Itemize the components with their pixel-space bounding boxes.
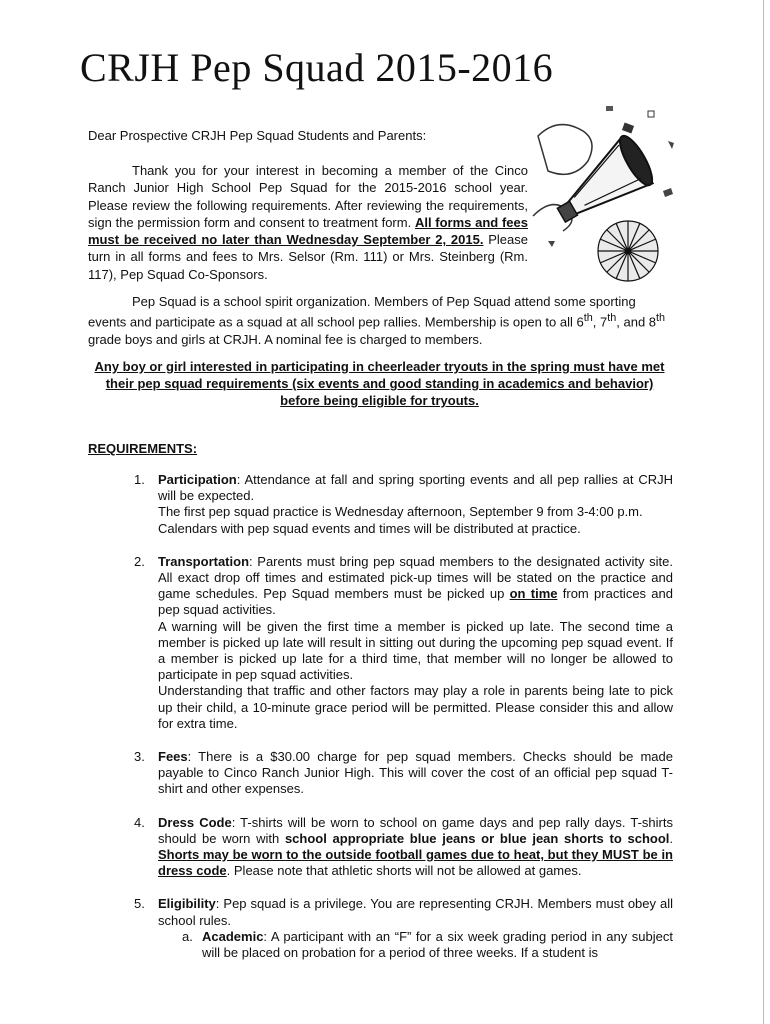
- requirement-text: The first pep squad practice is Wednesday afternoon, September 9 from 3-4:00 p.m.: [158, 504, 643, 520]
- requirement-text: : Parents must bring pep squad members to the designated activity site. All exact drop off times and estimated pick-up times will be stated on the practice and game schedules. Pep Squad members must be picked up: [158, 553, 673, 602]
- requirement-label: Participation: [158, 472, 237, 487]
- requirement-label: Dress Code: [158, 814, 232, 830]
- requirement-label: Fees: [158, 749, 188, 765]
- page-title: CRJH Pep Squad 2015-2016: [80, 45, 554, 90]
- requirement-fees: [88, 749, 673, 798]
- membership-text-3: , and 8: [616, 314, 657, 330]
- requirement-transportation: [88, 554, 673, 732]
- emphasis-text: on time: [509, 586, 558, 602]
- requirement-text: Calendars with pep squad events and times will be distributed at practice.: [158, 520, 581, 536]
- ordinal-sup-1: th: [583, 312, 593, 325]
- membership-paragraph: [88, 293, 671, 348]
- bold-text: school appropriate blue jeans or blue jean shorts to school: [284, 830, 670, 846]
- requirements-list: [88, 472, 673, 978]
- membership-text-2: , 7: [592, 314, 608, 330]
- page-edge-line: [763, 0, 764, 1024]
- requirement-text: : T-shirts will be worn to school on game days and pep rally days. T-shirts should be worn with: [158, 814, 673, 846]
- requirement-label: Transportation: [158, 553, 250, 569]
- intro-text-1: Thank you for your interest in becoming a member of the Cinco Ranch Junior High School Pep Squad for the 2015-2016 school year. Please review the following requirements. After reviewing the requirements, sign the permission form and consent to treatment form.: [88, 163, 528, 230]
- membership-text-1: Pep Squad is a school spirit organization. Members of Pep Squad attend some sporting events and participate as a squad at all school pep rallies. Membership is open to all 6: [88, 294, 636, 330]
- deadline-notice: All forms and fees must be received no later than Wednesday September 2, 2015.: [88, 214, 528, 248]
- list-letter: a.: [182, 928, 193, 944]
- requirement-text: . Please note that athletic shorts will not be allowed at games.: [226, 863, 582, 879]
- list-number: 1.: [134, 472, 145, 487]
- requirement-text: : A participant with an “F” for a six week grading period in any subject will be placed on probation for a period of three weeks. If a student is: [202, 928, 673, 961]
- requirement-label: Academic: [202, 928, 264, 944]
- intro-paragraph: [88, 162, 528, 283]
- list-number: 2.: [134, 553, 145, 569]
- requirement-text: from practices and pep squad activities.: [158, 586, 673, 618]
- requirement-text: : There is a $30.00 charge for pep squad members. Checks should be made payable to Cinco Ranch Junior High. This will cover the cost of an official pep squad T-shirt and other expenses.: [158, 749, 673, 797]
- list-number: 3.: [134, 749, 145, 765]
- list-number: 5.: [134, 896, 145, 912]
- sub-requirement-academic: [158, 929, 673, 961]
- requirement-text: A warning will be given the first time a member is picked up late. The second time a member is picked up late will result in sitting out during the upcoming pep squad event. If a member is picked up late for a third time, that member will no longer be allowed to participate in pep squad activities.: [158, 618, 673, 683]
- requirement-participation: [88, 472, 673, 537]
- megaphone-pompom-icon: [528, 96, 678, 291]
- ordinal-sup-2: th: [607, 312, 617, 325]
- ordinal-sup-3: th: [656, 312, 666, 325]
- requirement-label: Eligibility: [158, 896, 216, 912]
- intro-text-2: Please turn in all forms and fees to Mrs. Selsor (Rm. 111) or Mrs. Steinberg (Rm. 117), Pep Squad Co-Sponsors.: [88, 232, 528, 282]
- salutation: Dear Prospective CRJH Pep Squad Students and Parents:: [88, 128, 427, 143]
- requirement-text: .: [669, 830, 674, 846]
- requirement-text: Understanding that traffic and other factors may play a role in parents being late to pick up their child, a 10-minute grace period will be permitted. Please consider this and allow for extra time.: [158, 683, 673, 731]
- requirement-eligibility: [88, 896, 673, 961]
- tryout-notice: Any boy or girl interested in participating in cheerleader tryouts in the spring must have met their pep squad requirements (six events and good standing in academics and behavior) before being eligible for tryouts.: [94, 359, 665, 408]
- requirement-text: : Pep squad is a privilege. You are representing CRJH. Members must obey all school rules.: [158, 896, 673, 928]
- membership-text-4: grade boys and girls at CRJH. A nominal fee is charged to members.: [88, 331, 483, 347]
- emphasis-text: Shorts may be worn to the outside football games due to heat, but they MUST be in dress code: [158, 847, 673, 879]
- list-number: 4.: [134, 814, 145, 830]
- requirement-text: : Attendance at fall and spring sporting events and all pep rallies at CRJH will be expected.: [158, 472, 673, 504]
- requirement-dress-code: [88, 815, 673, 880]
- requirements-heading: REQUIREMENTS:: [88, 441, 198, 456]
